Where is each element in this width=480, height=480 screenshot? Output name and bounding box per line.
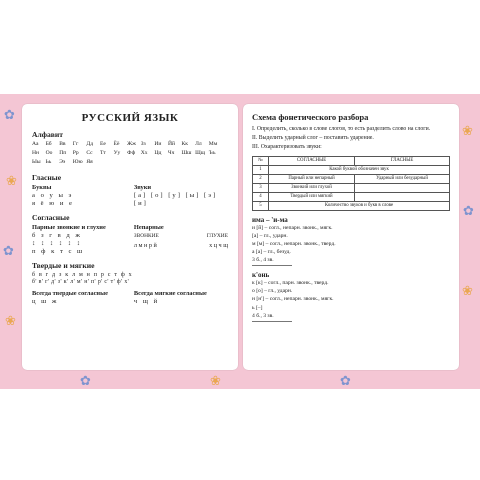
step-3: III. Охарактеризовать звуки: bbox=[252, 144, 322, 151]
example-line: к [к] – согл., парн. звонк., тверд. bbox=[252, 280, 329, 287]
voiced-label: ЗВОНКИЕ bbox=[133, 233, 159, 239]
hard-row: б в г д з к л м н п р с т ф х bbox=[32, 272, 133, 278]
alphabet-letter: Щщ bbox=[195, 150, 206, 156]
example-word-2: к'онь bbox=[252, 271, 270, 280]
alphabet-letter: Бб bbox=[45, 141, 52, 147]
row-number: 2 bbox=[253, 174, 269, 183]
alphabet-letter: Зз bbox=[140, 141, 146, 147]
row-number: 5 bbox=[253, 201, 269, 210]
vowel-row: а о у ы э bbox=[32, 192, 74, 199]
example-line: [а] – гл., ударн. bbox=[252, 232, 288, 239]
example-line: н [н'] – согл., непарн. звонк., мягк. bbox=[252, 296, 334, 303]
step-1: I. Определить, сколько в слове слогов, то есть разделить слово на слоги. bbox=[252, 126, 431, 132]
alphabet-letter: Ии bbox=[154, 141, 162, 147]
cat-doodle-icon: ✿ bbox=[340, 374, 351, 389]
deaf-row: п ф к т с ш bbox=[32, 248, 85, 255]
alphabet-letter: Жж bbox=[127, 141, 137, 147]
example-line: и [й] – согл., непарн. звонк., мягк. bbox=[252, 224, 333, 231]
paired-label: Парные звонкие и глухие bbox=[32, 224, 106, 231]
voiced-row: б з г в д ж bbox=[32, 232, 82, 239]
page-title: РУССКИЙ ЯЗЫК bbox=[81, 112, 179, 124]
cat-doodle-icon: ❀ bbox=[5, 314, 16, 329]
cat-doodle-icon: ✿ bbox=[4, 108, 15, 123]
scheme-title: Схема фонетического разбора bbox=[252, 112, 369, 122]
always-soft-letters: ч щ й bbox=[133, 298, 160, 305]
table-row bbox=[253, 174, 450, 183]
cat-doodle-icon: ❀ bbox=[210, 374, 221, 389]
phonetic-table bbox=[252, 156, 450, 211]
alphabet-letter: Хх bbox=[140, 150, 148, 156]
row-vowel bbox=[355, 192, 450, 201]
alphabet-letter: Нн bbox=[32, 150, 40, 156]
alphabet-letter: Ьь bbox=[45, 159, 52, 165]
row-number: 1 bbox=[253, 165, 269, 174]
alphabet-letter: Ёё bbox=[113, 141, 120, 147]
always-soft-heading: Всегда мягкие согласные bbox=[133, 290, 207, 297]
alphabet-letter: Ее bbox=[99, 141, 106, 147]
hard-soft-heading: Твердые и мягкие bbox=[32, 261, 95, 270]
alphabet-letter: Шш bbox=[181, 150, 192, 156]
vowel-sounds: [а] [о] [у] [ы] [э] bbox=[133, 192, 218, 199]
row-consonant: Твердый или мягкий bbox=[269, 192, 355, 201]
example-line: ь [–] bbox=[252, 304, 263, 311]
divider bbox=[252, 321, 292, 322]
alphabet-letter: Лл bbox=[195, 141, 202, 147]
always-hard-heading: Всегда твердые согласные bbox=[32, 290, 108, 297]
step-2: II. Выделить ударный слог – поставить ударение. bbox=[252, 135, 374, 142]
row-number: 4 bbox=[253, 192, 269, 201]
alphabet-letter: Уу bbox=[113, 150, 121, 156]
row-vowel: Ударный или безударный bbox=[355, 174, 450, 183]
sounds-label: Звуки bbox=[133, 184, 152, 191]
vowels-heading: Гласные bbox=[32, 173, 62, 182]
right-page bbox=[243, 104, 459, 370]
alphabet-letter: Юю bbox=[72, 159, 83, 165]
row-text: Какой буквой обозначен звук bbox=[269, 165, 450, 174]
alphabet-letter: Фф bbox=[127, 150, 136, 156]
alphabet-letter: Пп bbox=[59, 150, 67, 156]
row-consonant: Парный или непарный bbox=[269, 174, 355, 183]
alphabet-letter: Вв bbox=[59, 141, 66, 147]
table-header-number: № bbox=[253, 156, 269, 165]
alphabet-grid bbox=[32, 141, 228, 168]
soft-row: б' в' г' д' з' к' л' м' н' п' р' с' т' ф' х' bbox=[32, 279, 130, 285]
cat-doodle-icon: ✿ bbox=[463, 204, 474, 219]
consonants-heading: Согласные bbox=[32, 213, 70, 222]
alphabet-letter: Яя bbox=[86, 159, 93, 165]
divider bbox=[252, 265, 292, 266]
table-header-consonants: СОГЛАСНЫЕ bbox=[269, 156, 355, 165]
row-text: Количество звуков и букв в слове bbox=[269, 201, 450, 210]
alphabet-letter: Цц bbox=[154, 150, 162, 156]
voiced-unpaired: л м н р й bbox=[133, 242, 157, 249]
example-line: 3 б., 4 зв. bbox=[252, 257, 274, 264]
alphabet-heading: Алфавит bbox=[32, 130, 64, 139]
alphabet-letter: Ыы bbox=[32, 159, 41, 165]
unpaired-label: Непарные bbox=[133, 224, 164, 231]
cat-doodle-icon: ✿ bbox=[80, 374, 91, 389]
letters-label: Буквы bbox=[32, 184, 52, 191]
always-hard-letters: ц ш ж bbox=[32, 298, 59, 305]
alphabet-letter: Тт bbox=[99, 150, 106, 156]
table-row bbox=[253, 201, 450, 210]
deaf-unpaired: х ц ч щ bbox=[209, 242, 228, 249]
example-line: а [а] – гл., безуд. bbox=[252, 249, 291, 256]
cat-doodle-icon: ❀ bbox=[462, 284, 473, 299]
alphabet-letter: Аа bbox=[32, 141, 39, 147]
left-page bbox=[22, 104, 238, 370]
alphabet-letter: Оо bbox=[45, 150, 53, 156]
vowel-sounds: [и] bbox=[133, 200, 148, 207]
alphabet-letter: Сс bbox=[86, 150, 93, 156]
alphabet-letter: Дд bbox=[86, 141, 94, 147]
cat-doodle-icon: ✿ bbox=[3, 244, 14, 259]
example-1-lines bbox=[252, 224, 450, 265]
table-header-vowels: ГЛАСНЫЕ bbox=[355, 156, 450, 165]
row-number: 3 bbox=[253, 183, 269, 192]
alphabet-letter: Гг bbox=[72, 141, 79, 147]
cat-doodle-icon: ❀ bbox=[6, 174, 17, 189]
deaf-label: ГЛУХИЕ bbox=[206, 233, 228, 239]
alphabet-letter: Йй bbox=[167, 141, 175, 147]
table-row bbox=[253, 192, 450, 201]
arrows-row: ↕ ↕ ↕ ↕ ↕ ↕ bbox=[32, 240, 83, 247]
example-2-lines bbox=[252, 279, 450, 320]
alphabet-letter: Чч bbox=[167, 150, 175, 156]
alphabet-letter: Кк bbox=[181, 141, 188, 147]
alphabet-letter: Ээ bbox=[59, 159, 66, 165]
example-word-1: има – 'и-ма bbox=[252, 215, 288, 224]
vowel-row: я ё ю и е bbox=[32, 200, 74, 207]
table-row bbox=[253, 183, 450, 192]
alphabet-letter: Ъъ bbox=[208, 150, 216, 156]
example-line: м [м] – согл., непарн. звонк., тверд. bbox=[252, 240, 336, 247]
alphabet-letter: Рр bbox=[72, 150, 79, 156]
row-vowel bbox=[355, 183, 450, 192]
alphabet-letter: Мм bbox=[208, 141, 218, 147]
example-line: 4 б., 3 зв. bbox=[252, 312, 274, 319]
table-row bbox=[253, 165, 450, 174]
example-line: о [о] – гл., ударн. bbox=[252, 288, 293, 295]
cat-doodle-icon: ❀ bbox=[462, 124, 473, 139]
row-consonant: Звонкий или глухой bbox=[269, 183, 355, 192]
